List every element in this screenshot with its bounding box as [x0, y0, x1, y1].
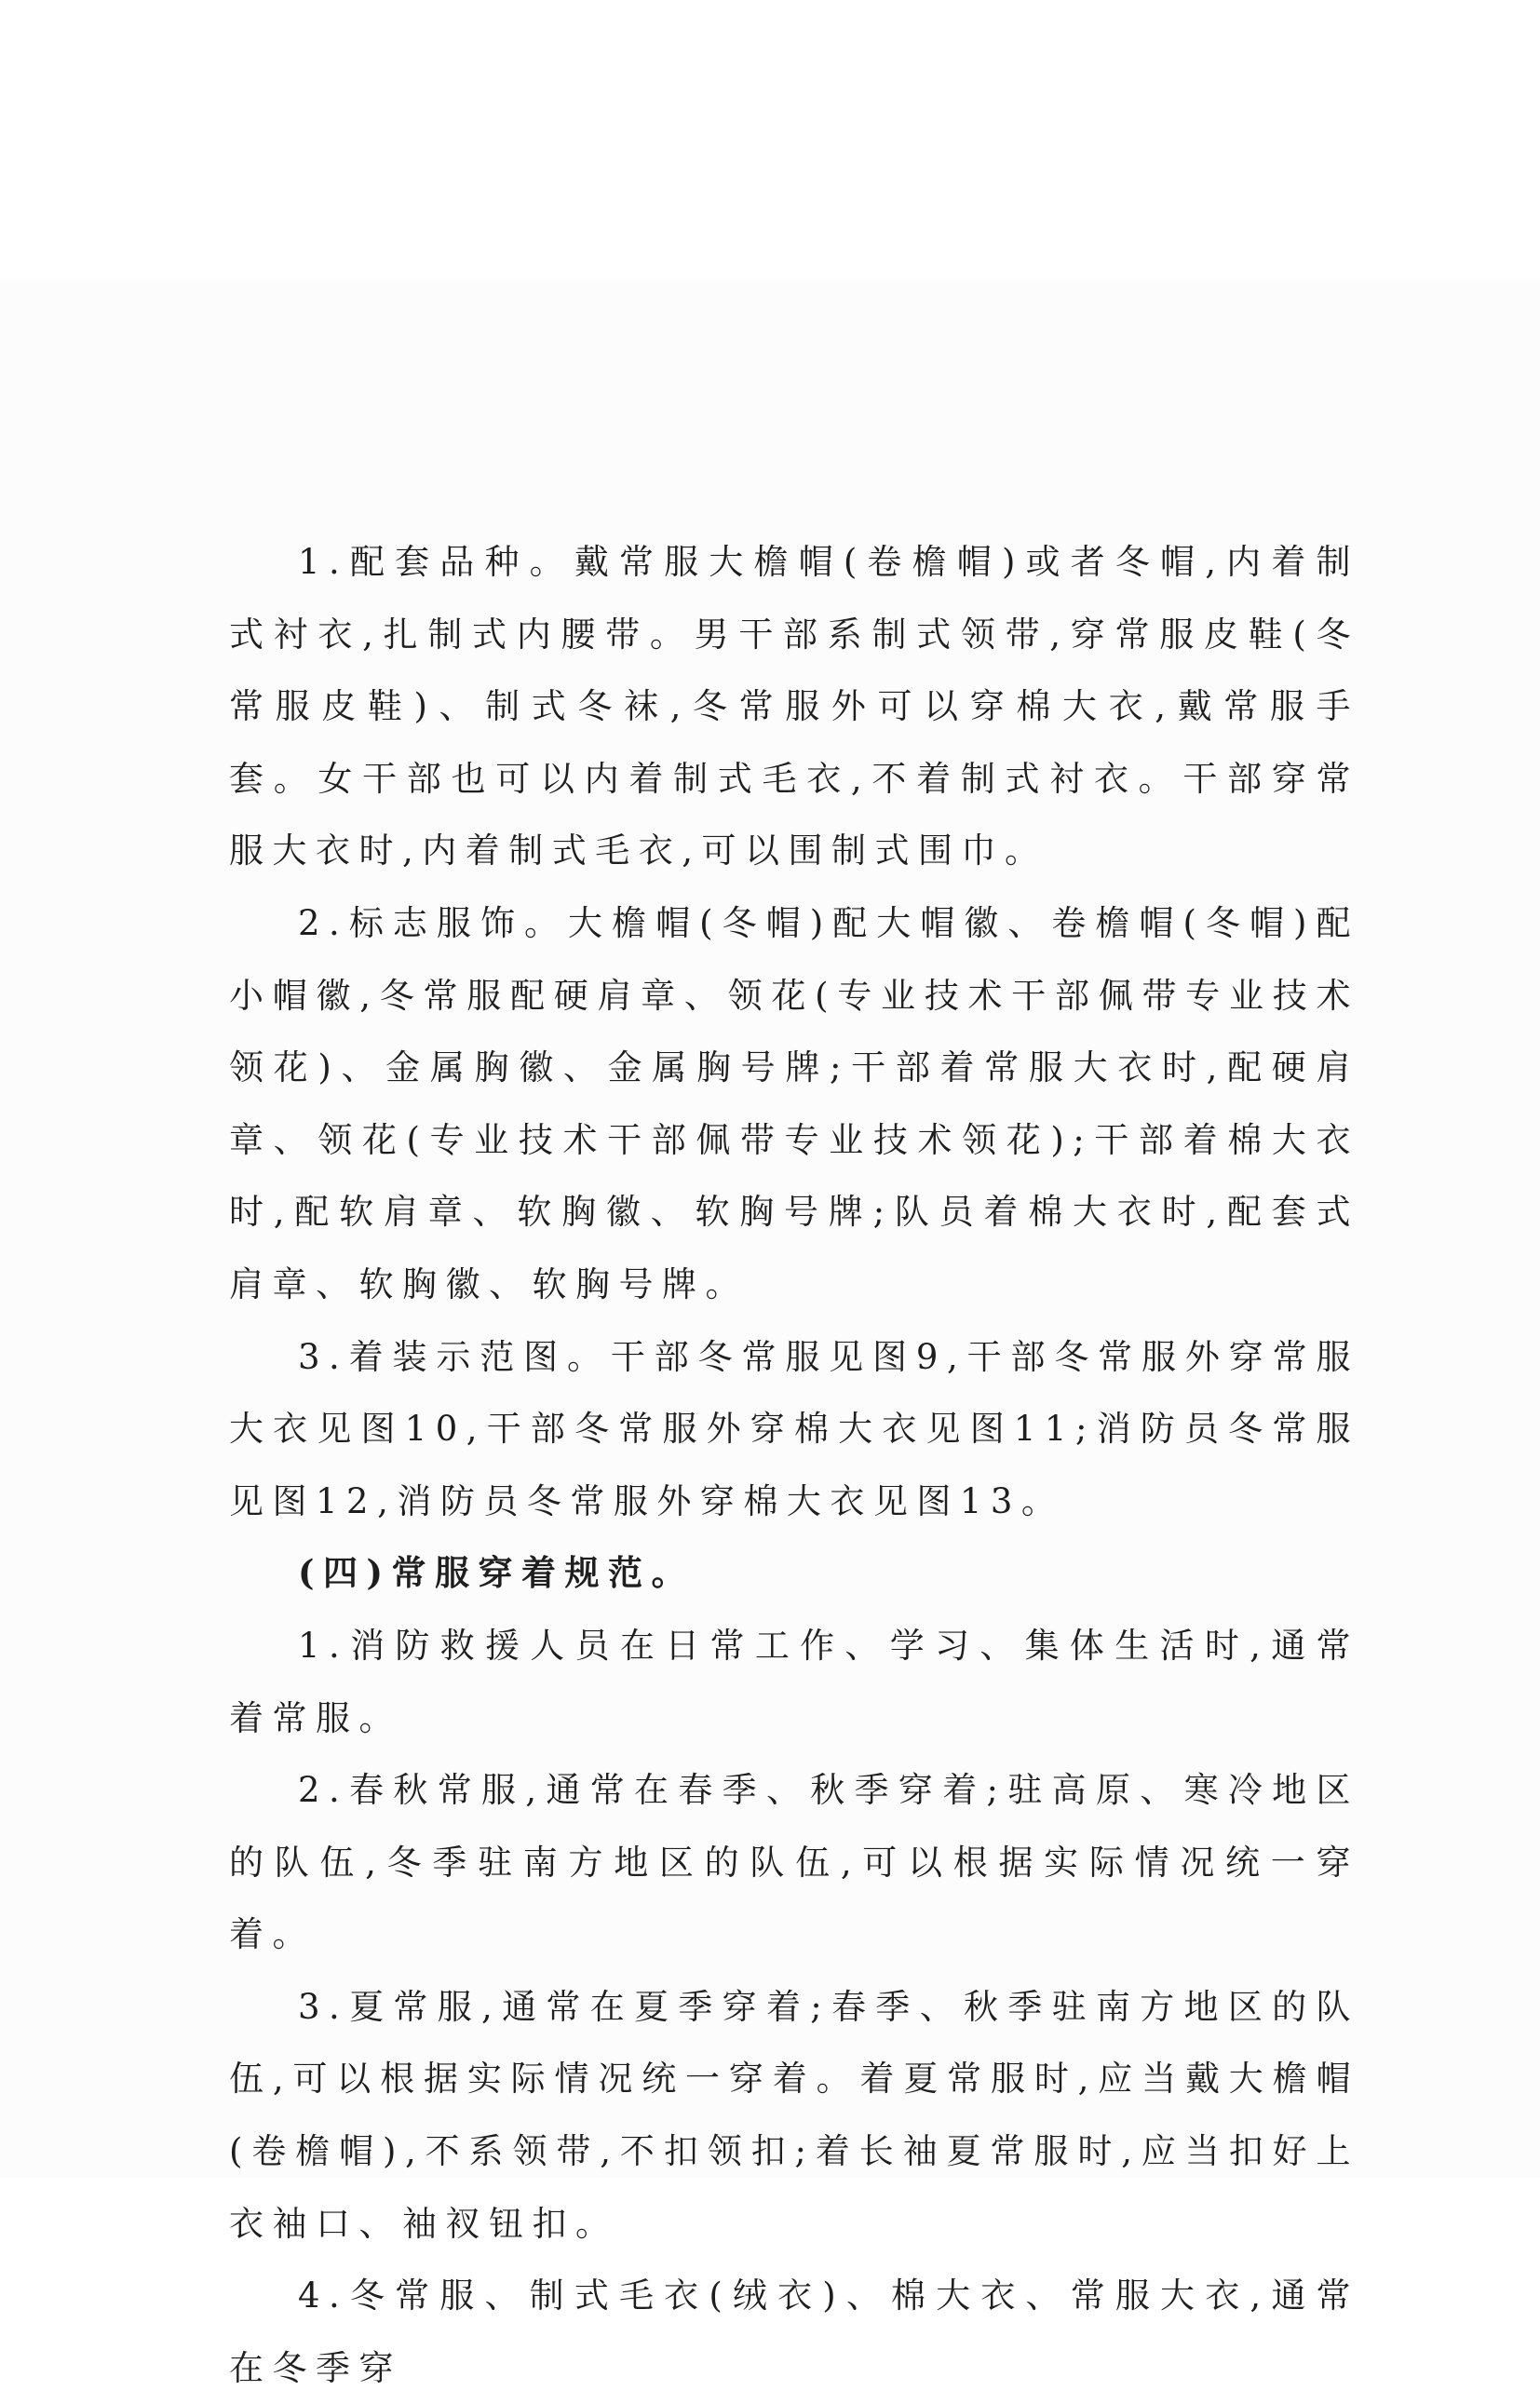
paragraph-rule-1: 1.消防救援人员在日常工作、学习、集体生活时,通常着常服。 [229, 1625, 1359, 1738]
paragraph-figures: 3.着装示范图。干部冬常服见图9,干部冬常服外穿常服大衣见图10,干部冬常服外穿棉大衣见图11;消防员冬常服见图12,消防员冬常服外穿棉大衣见图13。 [229, 1336, 1359, 1521]
paragraph-rule-4: 4.冬常服、制式毛衣(绒衣)、棉大衣、常服大衣,通常在冬季穿 [229, 2276, 1359, 2388]
scan-top-margin [0, 0, 1540, 279]
document-body [229, 526, 1359, 2404]
paragraph-insignia: 2.标志服饰。大檐帽(冬帽)配大帽徽、卷檐帽(冬帽)配小帽徽,冬常服配硬肩章、领花(专业技术干部佩带专业技术领花)、金属胸徽、金属胸号牌;干部着常服大衣时,配硬肩章、领花(专业技术干部佩带专业技术领花);干部着棉大衣时,配软肩章、软胸徽、软胸号牌;队员着棉大衣时,配套式肩章、软胸徽、软胸号牌。 [229, 902, 1359, 1304]
section-heading: (四)常服穿着规范。 [298, 1552, 696, 1594]
paragraph-rule-2: 2.春秋常服,通常在春季、秋季穿着;驻高原、寒冷地区的队伍,冬季驻南方地区的队伍,可以根据实际情况统一穿着。 [229, 1770, 1359, 1955]
paragraph-items: 1.配套品种。戴常服大檐帽(卷檐帽)或者冬帽,内着制式衬衣,扎制式内腰带。男干部系制式领带,穿常服皮鞋(冬常服皮鞋)、制式冬袜,冬常服外可以穿棉大衣,戴常服手套。女干部也可以内着制式毛衣,不着制式衬衣。干部穿常服大衣时,内着制式毛衣,可以围制式围巾。 [229, 542, 1359, 871]
paragraph-rule-3: 3.夏常服,通常在夏季穿着;春季、秋季驻南方地区的队伍,可以根据实际情况统一穿着。着夏常服时,应当戴大檐帽(卷檐帽),不系领带,不扣领扣;着长袖夏常服时,应当扣好上衣袖口、袖衩钮扣。 [229, 1986, 1359, 2244]
